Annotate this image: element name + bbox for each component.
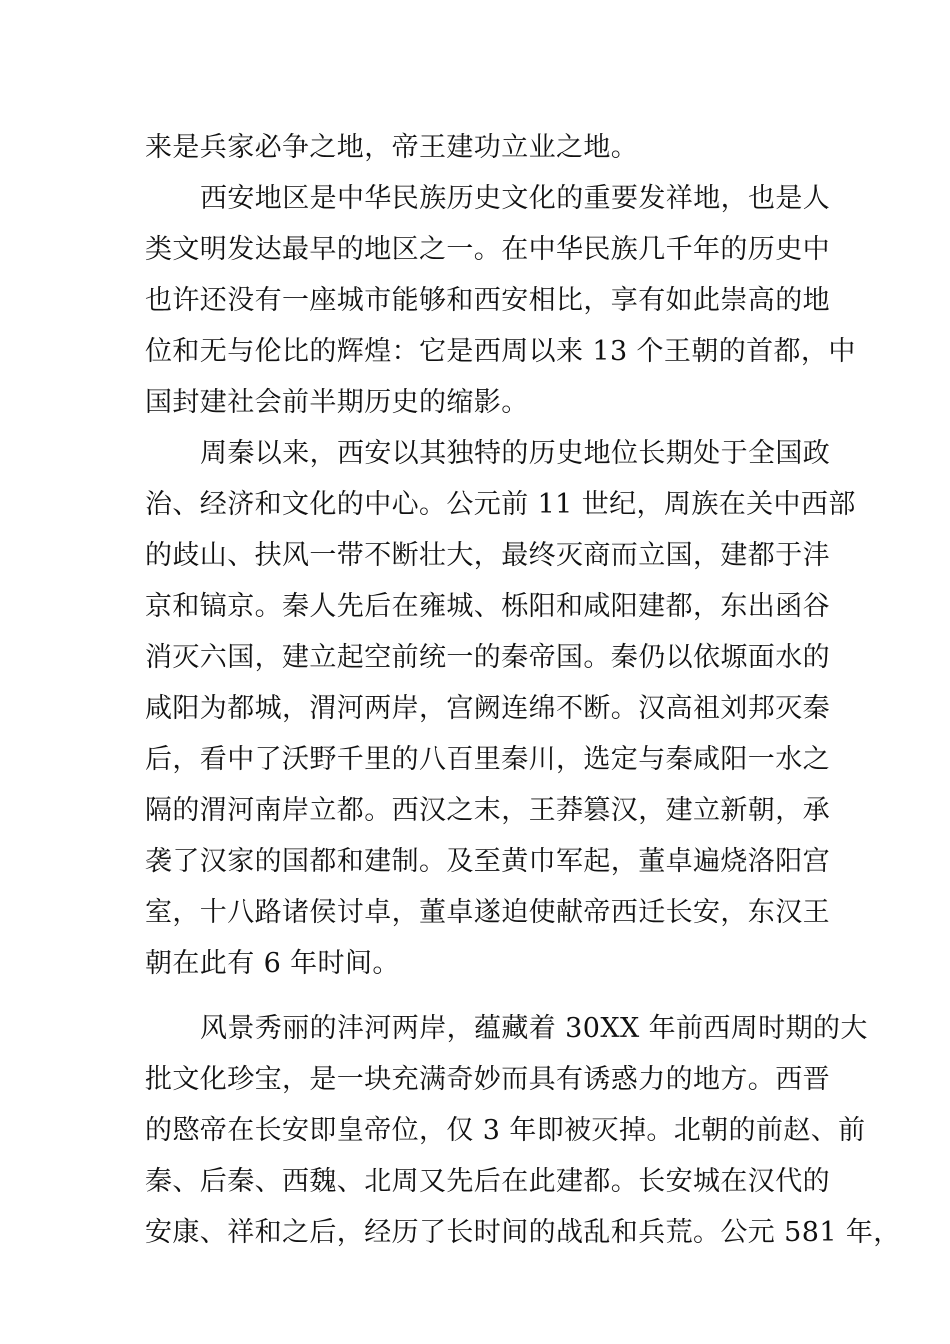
- text-line: 消灭六国，建立起空前统一的秦帝国。秦仍以依塬面水的: [145, 642, 830, 673]
- text-line: 也许还没有一座城市能够和西安相比，享有如此崇高的地: [145, 285, 830, 316]
- text-line: 安康、祥和之后，经历了长时间的战乱和兵荒。公元 581 年，: [145, 1217, 901, 1248]
- text-line: 来是兵家必争之地，帝王建功立业之地。: [145, 132, 639, 163]
- text-line: 室，十八路诸侯讨卓，董卓遂迫使献帝西迁长安，东汉王: [145, 897, 830, 928]
- text-line: 治、经济和文化的中心。公元前 11 世纪，周族在关中西部: [145, 489, 856, 520]
- text-line: 朝在此有 6 年时间。: [145, 948, 400, 979]
- text-line: 隔的渭河南岸立都。西汉之末，王莽篡汉，建立新朝，承: [145, 795, 830, 826]
- text-line: 咸阳为都城，渭河两岸，宫阙连绵不断。汉高祖刘邦灭秦: [145, 693, 830, 724]
- text-line: 国封建社会前半期历史的缩影。: [145, 387, 529, 418]
- text-line: 批文化珍宝，是一块充满奇妙而具有诱惑力的地方。西晋: [145, 1064, 830, 1095]
- text-line: 京和镐京。秦人先后在雍城、栎阳和咸阳建都，东出函谷: [145, 591, 830, 622]
- text-line: 位和无与伦比的辉煌：它是西周以来 13 个王朝的首都，中: [145, 336, 856, 367]
- text-line: 袭了汉家的国都和建制。及至黄巾军起，董卓遍烧洛阳宫: [145, 846, 830, 877]
- text-line: 的歧山、扶风一带不断壮大，最终灭商而立国，建都于沣: [145, 540, 830, 571]
- text-line: 类文明发达最早的地区之一。在中华民族几千年的历史中: [145, 234, 830, 265]
- text-line: 秦、后秦、西魏、北周又先后在此建都。长安城在汉代的: [145, 1166, 830, 1197]
- paragraph-first-line: 西安地区是中华民族历史文化的重要发祥地，也是人: [200, 183, 831, 214]
- text-line: 后，看中了沃野千里的八百里秦川，选定与秦咸阳一水之: [145, 744, 830, 775]
- paragraph-first-line: 风景秀丽的沣河两岸，蕴藏着 30XX 年前西周时期的大: [200, 1013, 868, 1044]
- paragraph-first-line: 周秦以来，西安以其独特的历史地位长期处于全国政: [200, 438, 831, 469]
- text-line: 的愍帝在长安即皇帝位，仅 3 年即被灭掉。北朝的前赵、前: [145, 1115, 866, 1146]
